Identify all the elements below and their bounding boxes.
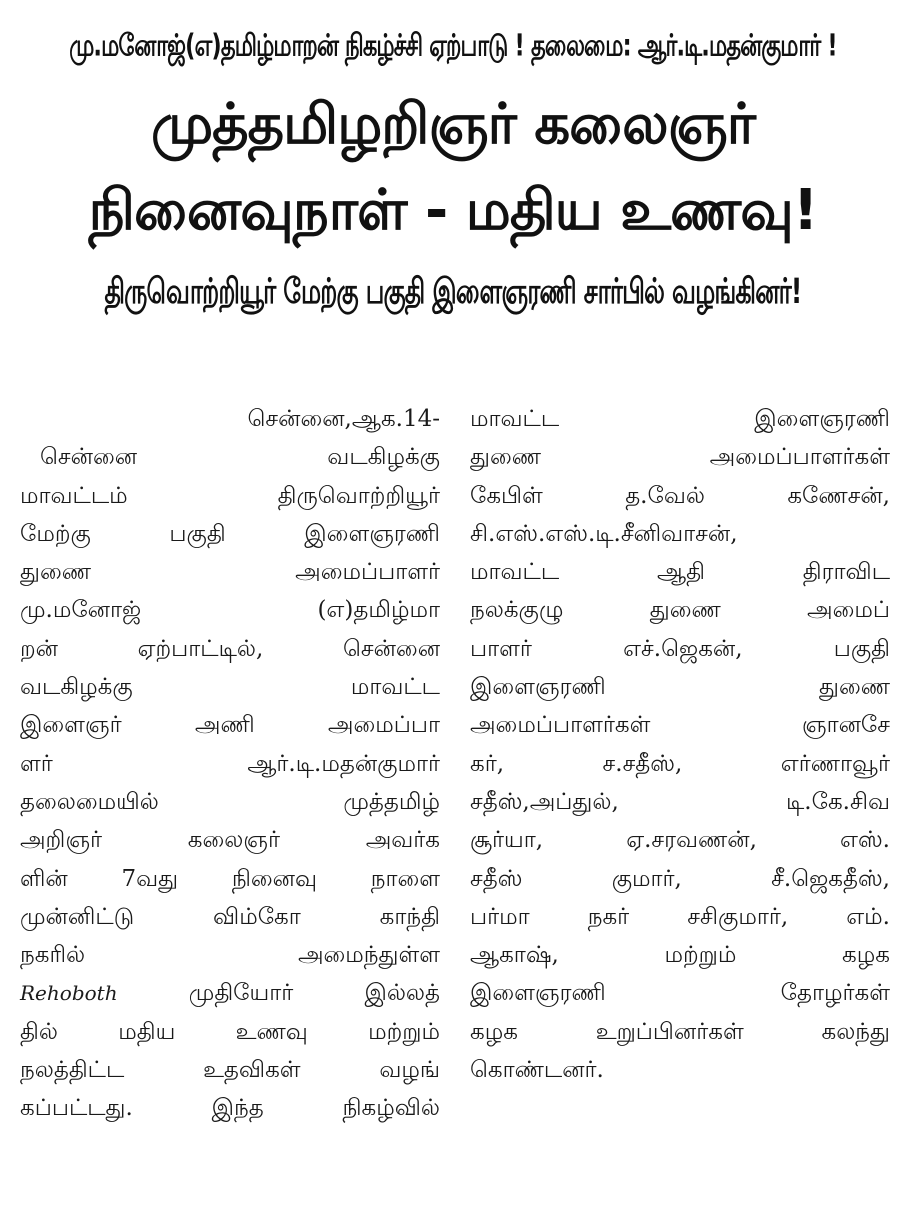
body-line: சதீஸ் குமார், சீ.ஜெகதீஸ், <box>470 865 890 892</box>
body-line: அமைப்பாளர்கள் ஞானசே <box>470 712 890 739</box>
body-line: இளைஞரணி தோழர்கள் <box>470 980 890 1007</box>
body-line: நலக்குழு துணை அமைப் <box>470 597 890 624</box>
body-line: இளைஞர் அணி அமைப்பா <box>20 712 440 739</box>
body-line: துணை அமைப்பாளர் <box>20 559 440 586</box>
body-line: நகரில் அமைந்துள்ள <box>20 942 440 969</box>
body-line: றன் ஏற்பாட்டில், சென்னை <box>20 635 440 662</box>
kicker-line: மு.மனோஜ்(எ)தமிழ்மாறன் நிகழ்ச்சி ஏற்பாடு ! தலைமை: ஆர்.டி.மதன்குமார் ! <box>69 28 837 64</box>
article-column-right <box>470 400 890 1128</box>
body-line: மாவட்ட இளைஞரணி <box>470 406 890 432</box>
body-line: நலத்திட்ட உதவிகள் வழங் <box>20 1057 440 1084</box>
body-line: தலைமையில் முத்தமிழ் <box>20 788 440 815</box>
body-line: முன்னிட்டு விம்கோ காந்தி <box>20 903 440 930</box>
dateline: சென்னை,ஆக.14- <box>247 406 440 432</box>
headline-line-2: நினைவுநாள் - மதிய உணவு! <box>88 178 818 243</box>
body-line: சென்னை வடகிழக்கு <box>40 444 440 471</box>
body-line: ளின் 7வது நினைவு நாளை <box>20 865 440 892</box>
body-line: கழக உறுப்பினர்கள் கலந்து <box>470 1018 890 1045</box>
body-line-last: கொண்டனர். <box>470 1057 604 1084</box>
body-line-text: முதியோர் இல்லத் <box>188 980 440 1007</box>
body-line: சி.எஸ்.எஸ்.டி.சீனிவாசன், <box>470 520 738 547</box>
body-line: கப்பட்டது. இந்த நிகழ்வில் <box>20 1095 440 1122</box>
body-line: தில் மதிய உணவு மற்றும் <box>20 1018 440 1045</box>
body-line: கேபிள் த.வேல் கணேசன், <box>470 482 890 509</box>
body-line-rehoboth <box>20 974 440 1012</box>
body-line: வடகிழக்கு மாவட்ட <box>20 674 440 701</box>
body-line: ளர் ஆர்.டி.மதன்குமார் <box>20 750 440 777</box>
body-line: கர், ச.சதீஸ், எர்ணாவூர் <box>470 750 890 777</box>
headline-line-1: முத்தமிழறிஞர் கலைஞர் <box>150 92 756 157</box>
body-line: சூர்யா, ஏ.சரவணன், எஸ். <box>470 827 890 854</box>
body-line: பாளர் எச்.ஜெகன், பகுதி <box>470 635 890 662</box>
body-line: சதீஸ்,அப்துல், டி.கே.சிவ <box>470 788 890 815</box>
body-line: மு.மனோஜ் (எ)தமிழ்மா <box>20 597 440 624</box>
body-line: துணை அமைப்பாளர்கள் <box>470 444 890 471</box>
headline <box>16 82 890 254</box>
body-line: ஆகாஷ், மற்றும் கழக <box>470 942 890 969</box>
body-line: மாவட்ட ஆதி திராவிட <box>470 559 890 586</box>
article-column-left <box>20 400 440 1128</box>
body-line: மேற்கு பகுதி இளைஞரணி <box>20 520 440 547</box>
body-line: பர்மா நகர் சசிகுமார், எம். <box>470 903 890 930</box>
article-body <box>20 400 890 1128</box>
body-line: மாவட்டம் திருவொற்றியூர் <box>20 482 440 509</box>
body-line: அறிஞர் கலைஞர் அவர்க <box>20 827 440 854</box>
rehoboth-name: Rehoboth <box>20 981 118 1006</box>
subheadline: திருவொற்றியூர் மேற்கு பகுதி இளைஞரணி சார்பில் வழங்கினர்! <box>104 271 802 312</box>
body-line: இளைஞரணி துணை <box>470 674 890 701</box>
